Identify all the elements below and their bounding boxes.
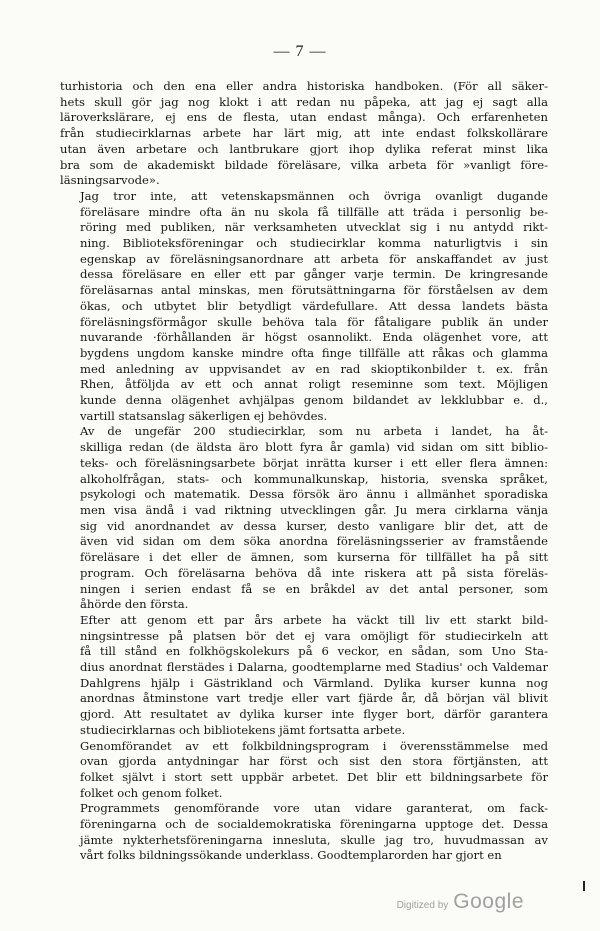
text-line: bygdens ungdom kanske mindre ofta finge tillfälle att råkas och glamma xyxy=(80,345,548,360)
text-line: föreläsare i det eller de ämnen, som kurserna för tillfället ha på sitt xyxy=(80,550,548,565)
text-line: Programmets genomförande vore utan vidare garanterat, om fack- xyxy=(80,801,548,816)
text-line: från studiecirklarnas arbete har lärt mig, att inte endast folkskollärare xyxy=(60,126,548,141)
text-line: skilliga redan (de äldsta äro blott fyra år gamla) vid sidan om sitt biblio- xyxy=(80,440,548,455)
text-line: Efter att genom ett par års arbete ha väckt till liv ett starkt bild- xyxy=(80,612,548,627)
text-line: föreläsarnas antal minskas, men förutsättningarna för förståelsen av dem xyxy=(80,283,548,298)
text-line: gjord. Att resultatet av dylika kurser inte flyger bort, därför garantera xyxy=(80,707,548,722)
text-line: åhörde den första. xyxy=(80,597,189,612)
paragraph-3 xyxy=(60,424,548,612)
text-line: även vid sidan om dem söka anordna föreläsningsserier av framstående xyxy=(80,534,548,549)
text-line: vartill statsanslag säkerligen ej behövdes. xyxy=(80,408,328,423)
text-line: jämte nykterhetsföreningarna innesluta, skulle jag tro, huvudmassan av xyxy=(80,832,548,847)
text-line: men visa ändå i vad riktning utvecklingen går. Ju mera cirklarna vänja xyxy=(80,502,548,517)
text-line: dessa föreläsare en eller ett par gånger varje termin. De kringresande xyxy=(80,267,548,282)
text-line: ning. Biblioteksföreningar och studiecirklar komma naturligtvis i sin xyxy=(80,236,548,251)
text-line: ovan gjorda antydningar har först och sist den stora förtjänsten, att xyxy=(80,754,548,769)
text-line: utan även arbetare och lantbrukare gjort ihop dylika referat minst lika xyxy=(60,141,548,156)
text-line: bra som de akademiskt bildade föreläsare, vilka arbeta för »vanligt före- xyxy=(60,157,548,172)
text-line: med anledning av uppvisandet av en rad skioptikonbilder t. ex. från xyxy=(80,361,548,376)
paragraph-4 xyxy=(60,613,548,739)
margin-mark xyxy=(583,881,585,891)
text-line: folket och genom folket. xyxy=(80,785,223,800)
text-line: kunde denna olägenhet avhjälpas genom bildandet av lekklubbar e. d., xyxy=(80,393,548,408)
text-line: alkoholfrågan, stats- och kommunalkunskap, historia, svenska språket, xyxy=(80,471,548,486)
text-line: få till stånd en folkhögskolekurs på 6 veckor, en sådan, som Uno Sta- xyxy=(80,644,548,659)
text-line: Av de ungefär 200 studiecirklar, som nu arbeta i landet, ha åt- xyxy=(80,424,548,439)
text-line: teks- och föreläsningsarbete börjat inrätta kurser i ett eller flera ämnen: xyxy=(80,455,548,470)
text-line: anordnas åtminstone vart tredje eller vart fjärde år, då början väl blivit xyxy=(80,691,548,706)
text-line: ningen i serien endast få se en bråkdel av det antal personer, som xyxy=(80,581,548,596)
text-line: Dahlgrens hjälp i Gästrikland och Värmland. Dylika kurser kunna nog xyxy=(80,675,548,690)
paragraph-6 xyxy=(60,801,548,864)
text-line: Rhen, åtföljda av ett och annat roligt reseminne som text. Möjligen xyxy=(80,377,548,392)
text-line: hets skull gör jag nog klokt i att redan nu påpeka, att jag ej sagt alla xyxy=(60,94,548,109)
paragraph-5 xyxy=(60,739,548,802)
google-logo-text: Google xyxy=(453,890,524,913)
text-line: turhistoria och den ena eller andra historiska handboken. (För all säker- xyxy=(60,79,548,93)
paragraph-1 xyxy=(60,79,548,189)
text-line: Genomförandet av ett folkbildningsprogram i överensstämmelse med xyxy=(80,738,548,753)
watermark-prefix: Digitized by xyxy=(396,900,449,911)
text-line: föreningarna och de socialdemokratiska föreningarna upptoge det. Dessa xyxy=(80,817,548,832)
text-line: program. Och föreläsarna behöva då inte riskera att på sista föreläs- xyxy=(80,565,548,580)
text-line: vårt folks bildningssökande underklass. Goodtemplarorden har gjort en xyxy=(80,848,502,863)
text-line: egenskap av föreläsningsanordnare att arbeta för anskaffandet av just xyxy=(80,251,548,266)
text-line: sig vid anordnandet av dessa kurser, desto vanligare blir det, att de xyxy=(80,518,548,533)
body-text xyxy=(60,79,548,864)
paragraph-2 xyxy=(60,189,548,425)
text-line: studiecirklarnas och bibliotekens jämt fortsatta arbete. xyxy=(80,722,406,737)
page-number: — 7 — xyxy=(273,43,327,60)
text-line: dius anordnat flerstädes i Dalarna, goodtemplarne med Stadius' och Valdemar xyxy=(80,660,548,675)
text-line: folket självt i stort sett uppbär arbetet. Det blir ett bildningsarbete för xyxy=(80,769,548,784)
text-line: röring med publiken, när verksamheten utvecklat sig i nu antydd rikt- xyxy=(80,220,548,235)
text-line: läsningsarvode». xyxy=(60,173,160,188)
text-line: ökas, och utbytet blir betydligt värdefullare. Att dessa landets bästa xyxy=(80,298,548,313)
text-line: psykologi och matematik. Dessa försök äro ännu i allmänhet sporadiska xyxy=(80,487,548,502)
text-line: föreläsningsförmågor skulle behöva tala för fåtaligare publik än under xyxy=(80,314,548,329)
text-line: ningsintresse på platsen bör det ej vara omöjligt för studiecirkeln att xyxy=(80,628,548,643)
text-line: Jag tror inte, att vetenskapsmännen och övriga ovanligt dugande xyxy=(80,188,548,203)
text-line: nuvarande ·förhållanden är högst osannolikt. Enda olägenhet vore, att xyxy=(80,330,548,345)
digitized-by-google-watermark xyxy=(397,890,524,914)
text-line: läroverkslärare, ej ens de flesta, utan endast många). Och erfarenheten xyxy=(60,110,548,125)
text-line: föreläsare mindre ofta än nu skola få tillfälle att träda i personlig be- xyxy=(80,204,548,219)
